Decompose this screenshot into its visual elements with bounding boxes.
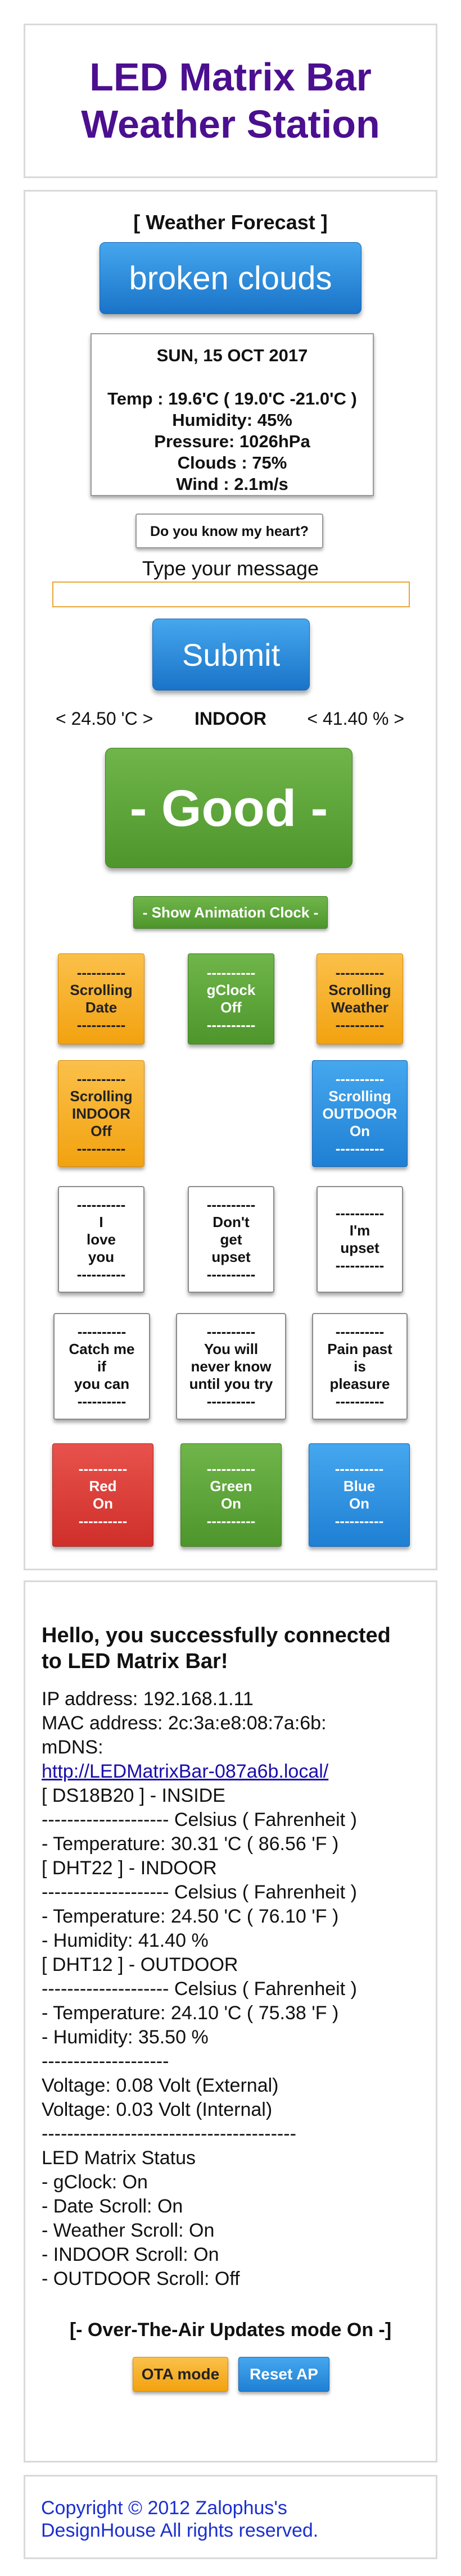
forecast-pressure: Pressure: 1026hPa (154, 431, 310, 451)
scrolling-date-label: ---------- Scrolling Date ---------- (70, 964, 133, 1033)
dont-get-upset-label: ---------- Don't get upset ---------- (206, 1196, 256, 1283)
air-quality-button[interactable]: - Good - (105, 748, 352, 868)
message-input[interactable] (52, 581, 410, 607)
indoor-temp: < 24.50 'C > (56, 708, 153, 729)
dht12-title: [ DHT12 ] - OUTDOOR (42, 1954, 238, 1975)
page-title (25, 53, 436, 148)
forecast-clouds: Clouds : 75% (177, 453, 287, 473)
dont-get-upset-button[interactable] (188, 1186, 274, 1293)
heart-button[interactable]: Do you know my heart? (135, 514, 323, 548)
scrolling-indoor-label: ---------- Scrolling INDOOR Off ---------- (70, 1070, 133, 1157)
catch-me-label: ---------- Catch me if you can ---------- (69, 1323, 135, 1410)
connection-heading-line-1: Hello, you successfully connected (42, 1624, 391, 1647)
ota-status-text: [- Over-The-Air Updates mode On -] (69, 2319, 392, 2341)
matrix-status-title: LED Matrix Status (42, 2147, 196, 2169)
animation-clock-button[interactable]: - Show Animation Clock - (133, 896, 328, 929)
copyright-line-1: Copyright © 2012 Zalophus's (41, 2497, 287, 2519)
dht22-humidity: - Humidity: 41.40 % (42, 1930, 209, 1951)
outdoor-scroll-status: - OUTDOOR Scroll: Off (42, 2268, 240, 2289)
forecast-heading: [ Weather Forecast ] (133, 211, 328, 234)
i-love-you-button[interactable] (58, 1186, 144, 1293)
dht12-temp: - Temperature: 24.10 'C ( 75.38 'F ) (42, 2002, 339, 2024)
ds18b20-units: -------------------- Celsius ( Fahrenheit ) (42, 1809, 357, 1830)
separator-1: -------------------- (42, 2051, 169, 2072)
red-led-label: ---------- Red On ---------- (78, 1460, 128, 1529)
scrolling-date-button[interactable] (58, 953, 144, 1044)
mdns-label: mDNS: (42, 1737, 103, 1758)
separator-2: ---------------------------------------- (42, 2123, 296, 2145)
mdns-link[interactable]: http://LEDMatrixBar-087a6b.local/ (42, 1761, 329, 1782)
connection-heading-line-2: to LED Matrix Bar! (42, 1650, 228, 1673)
blue-led-label: ---------- Blue On ---------- (335, 1460, 384, 1529)
title-line-2: Weather Station (81, 102, 380, 146)
im-upset-button[interactable] (317, 1186, 403, 1293)
submit-button[interactable]: Submit (152, 619, 310, 690)
device-info (42, 1687, 435, 2291)
forecast-temp: Temp : 19.6'C ( 19.0'C -21.0'C ) (107, 389, 357, 408)
never-know-button[interactable] (176, 1313, 286, 1420)
footer-card (24, 2475, 437, 2559)
scrolling-weather-button[interactable] (317, 953, 403, 1044)
pain-past-button[interactable] (312, 1313, 408, 1420)
never-know-label: ---------- You will never know until you try ---------- (189, 1323, 273, 1410)
gclock-button[interactable] (188, 953, 274, 1044)
forecast-date: SUN, 15 OCT 2017 (156, 346, 308, 365)
scrolling-indoor-button[interactable] (58, 1060, 144, 1167)
date-scroll-status: - Date Scroll: On (42, 2196, 183, 2217)
ip-address: IP address: 192.168.1.11 (42, 1688, 254, 1710)
im-upset-label: ---------- I'm upset ---------- (335, 1205, 385, 1274)
green-led-button[interactable] (180, 1443, 282, 1547)
forecast-wind: Wind : 2.1m/s (176, 474, 288, 494)
header-card (24, 24, 437, 178)
voltage-internal: Voltage: 0.03 Volt (Internal) (42, 2099, 273, 2120)
copyright (41, 2497, 318, 2542)
forecast-humidity: Humidity: 45% (172, 410, 292, 430)
connection-heading (42, 1623, 391, 1674)
i-love-you-label: ---------- I love you ---------- (76, 1196, 126, 1283)
scrolling-weather-label: ---------- Scrolling Weather ---------- (328, 964, 391, 1033)
ota-mode-button[interactable]: OTA mode (133, 2357, 228, 2392)
dht22-title: [ DHT22 ] - INDOOR (42, 1857, 217, 1879)
red-led-button[interactable] (52, 1443, 153, 1547)
weather-scroll-status: - Weather Scroll: On (42, 2220, 215, 2241)
ds18b20-temp: - Temperature: 30.31 'C ( 86.56 'F ) (42, 1833, 339, 1855)
weather-condition-button[interactable]: broken clouds (100, 242, 361, 314)
title-line-1: LED Matrix Bar (89, 55, 372, 99)
voltage-external: Voltage: 0.08 Volt (External) (42, 2075, 279, 2096)
indoor-label: INDOOR (195, 708, 266, 729)
catch-me-button[interactable] (53, 1313, 150, 1420)
message-prompt: Type your message (142, 557, 319, 580)
gclock-label: ---------- gClock Off ---------- (206, 964, 256, 1033)
scrolling-outdoor-button[interactable] (312, 1060, 408, 1167)
dht12-units: -------------------- Celsius ( Fahrenheit ) (42, 1978, 357, 2000)
indoor-humidity: < 41.40 % > (307, 708, 404, 729)
scrolling-outdoor-label: ---------- Scrolling OUTDOOR On ---------- (322, 1070, 397, 1157)
green-led-label: ---------- Green On ---------- (206, 1460, 256, 1529)
gclock-status: - gClock: On (42, 2171, 148, 2193)
dht22-temp: - Temperature: 24.50 'C ( 76.10 'F ) (42, 1906, 339, 1927)
copyright-line-2: DesignHouse All rights reserved. (41, 2520, 319, 2541)
dht12-humidity: - Humidity: 35.50 % (42, 2027, 209, 2048)
reset-ap-button[interactable]: Reset AP (238, 2357, 329, 2392)
dht22-units: -------------------- Celsius ( Fahrenheit ) (42, 1882, 357, 1903)
forecast-details (91, 333, 374, 496)
control-card (24, 190, 437, 1570)
indoor-scroll-status: - INDOOR Scroll: On (42, 2244, 219, 2265)
pain-past-label: ---------- Pain past is pleasure ---------- (327, 1323, 392, 1410)
blue-led-button[interactable] (309, 1443, 410, 1547)
mac-address: MAC address: 2c:3a:e8:08:7a:6b: (42, 1712, 327, 1734)
ds18b20-title: [ DS18B20 ] - INSIDE (42, 1785, 225, 1806)
